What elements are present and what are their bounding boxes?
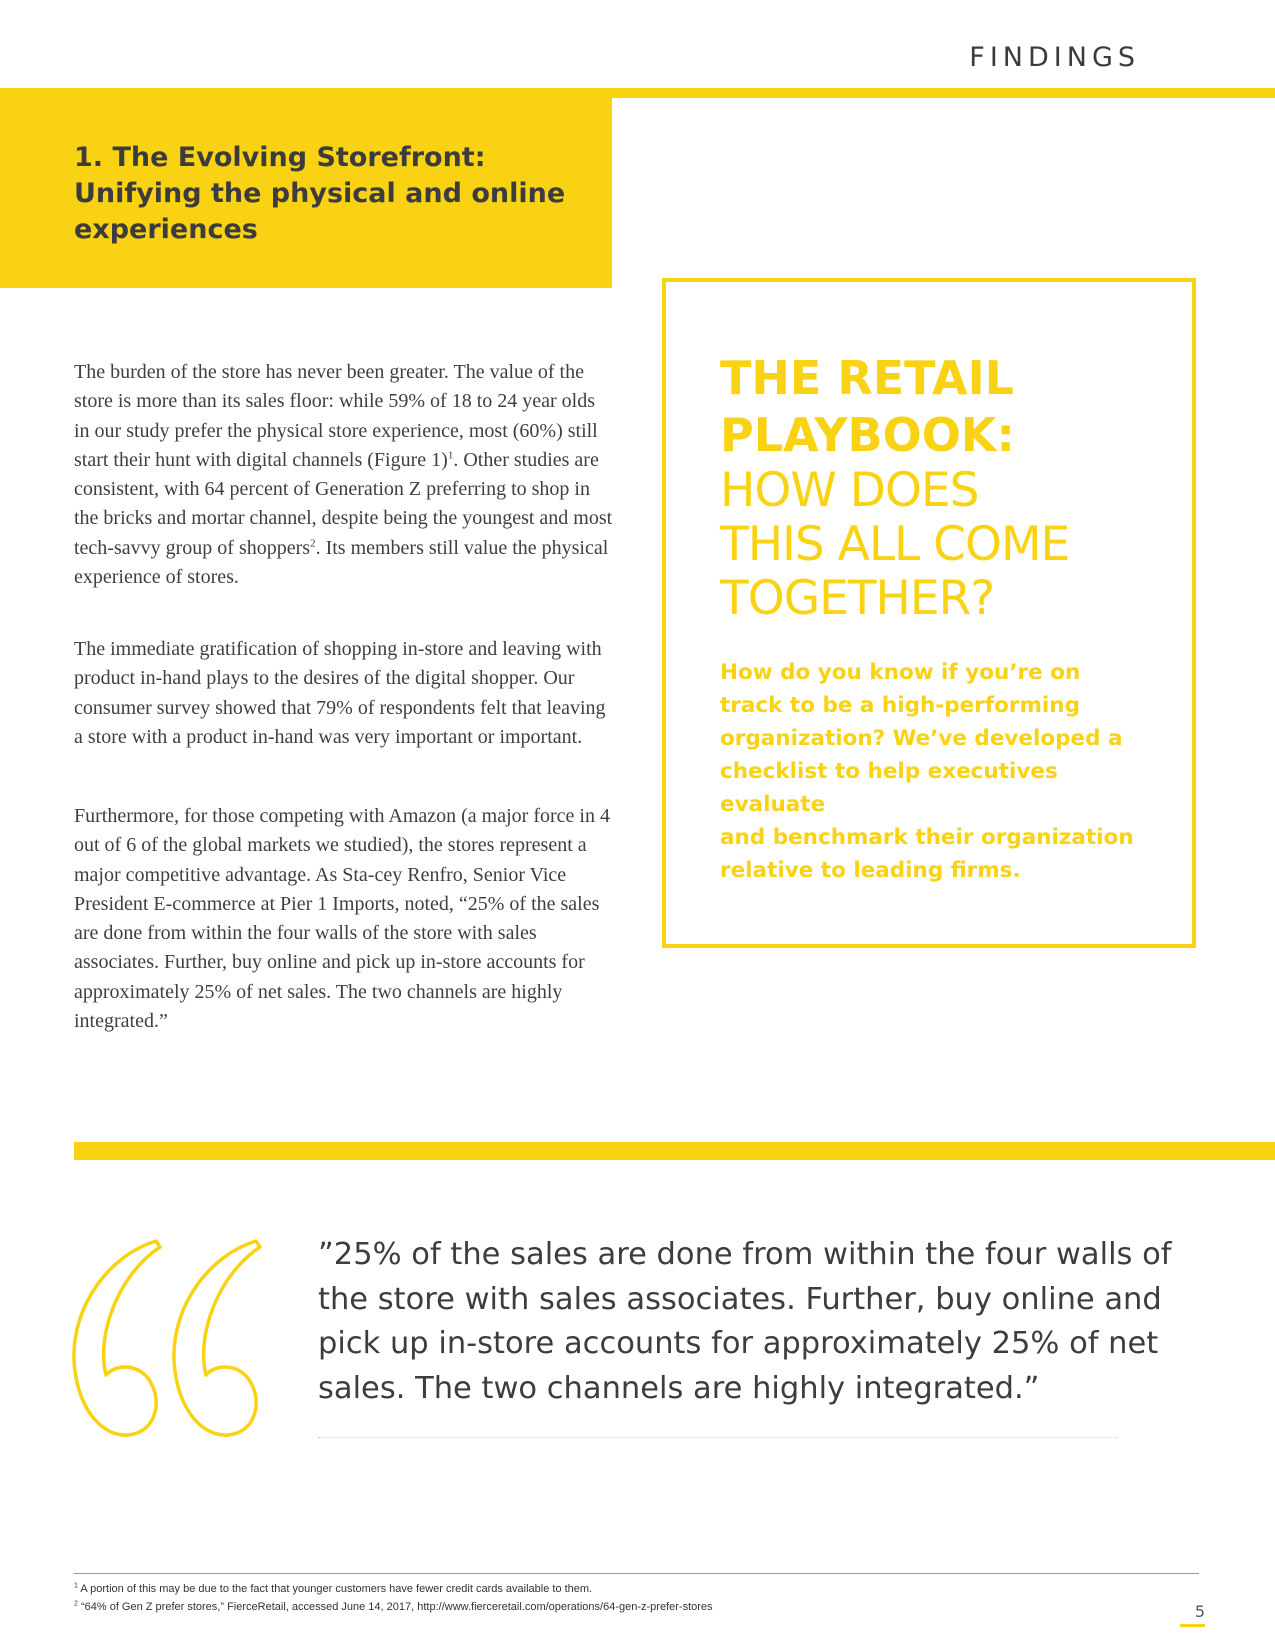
footnote-number: 1 xyxy=(74,1582,78,1590)
footnote-ref: 2 xyxy=(310,537,316,550)
footnote-1 xyxy=(74,1582,1124,1596)
footnote-text: A portion of this may be due to the fact that younger customers have fewer credit cards available to them. xyxy=(77,1583,593,1595)
dotted-divider xyxy=(318,1437,1118,1438)
divider-accent-bar xyxy=(74,1142,1275,1160)
page-number: 5 xyxy=(1194,1602,1205,1621)
pull-quote: ”25% of the sales are done from within the four walls of the store with sales associates. Further, buy online and pick up in-store accounts for approximately 25% of net sales. The two channels are highly integrated.” xyxy=(318,1237,1172,1406)
playbook-heading: THE RETAIL PLAYBOOK: xyxy=(720,351,1015,462)
section-title: 1. The Evolving Storefront: Unifying the physical and online experiences xyxy=(74,142,566,245)
footnote-2 xyxy=(74,1600,1124,1614)
playbook-subheading: HOW DOES THIS ALL COME TOGETHER? xyxy=(720,463,1070,626)
body-text-segment: . Other studies are consistent, with 64 percent of Generation Z preferring to shop in the bricks and mortar channel, despite being the youngest and most tech-savvy group of shoppers xyxy=(74,448,613,559)
footnote-text: “64% of Gen Z prefer stores,” FierceRetail, accessed June 14, 2017, http://www.fierceretail.com/operations/64-gen-z-prefer-stores xyxy=(77,1601,713,1613)
footnote-ref: 1 xyxy=(447,449,454,462)
body-paragraph-3: Furthermore, for those competing with Amazon (a major force in 4 out of 6 of the global markets we studied), the stores represent a major competitive advantage. As Sta-cey Renfro, Senior Vice President E-commerce at Pier 1 Imports, noted, “25% of the sales are done from within the four walls of the store with sales associates. Further, buy online and pick up in-store accounts for approximately 25% of net sales. The two channels are highly integrated.” xyxy=(74,805,610,1033)
playbook-description: How do you know if you’re on track to be a high-performing organization? We’ve developed a checklist to help executives evaluate and benchmark their organization relative to leading firms. xyxy=(720,660,1134,883)
page-number-underline xyxy=(1180,1624,1205,1627)
double-open-quote-icon xyxy=(70,1235,280,1445)
body-paragraph-1 xyxy=(74,358,614,592)
body-paragraph-2: The immediate gratification of shopping in-store and leaving with product in-hand plays to the desires of the digital shopper. Our consumer survey showed that 79% of respondents felt that leaving a store with a product in-hand was very important or important. xyxy=(74,638,606,748)
footnote-divider xyxy=(74,1573,1199,1574)
body-text-segment: . Its members still value the physical experience of stores. xyxy=(74,536,609,589)
body-text-segment: The burden of the store has never been greater. The value of the store is more than its sales floor: while 59% of 18 to 24 year olds in our study prefer the physical store experience, most (60%) still start their hunt with digital channels (Figure 1) xyxy=(74,361,598,471)
footnote-number: 2 xyxy=(74,1600,78,1608)
section-header-label: FINDINGS xyxy=(969,42,1140,73)
